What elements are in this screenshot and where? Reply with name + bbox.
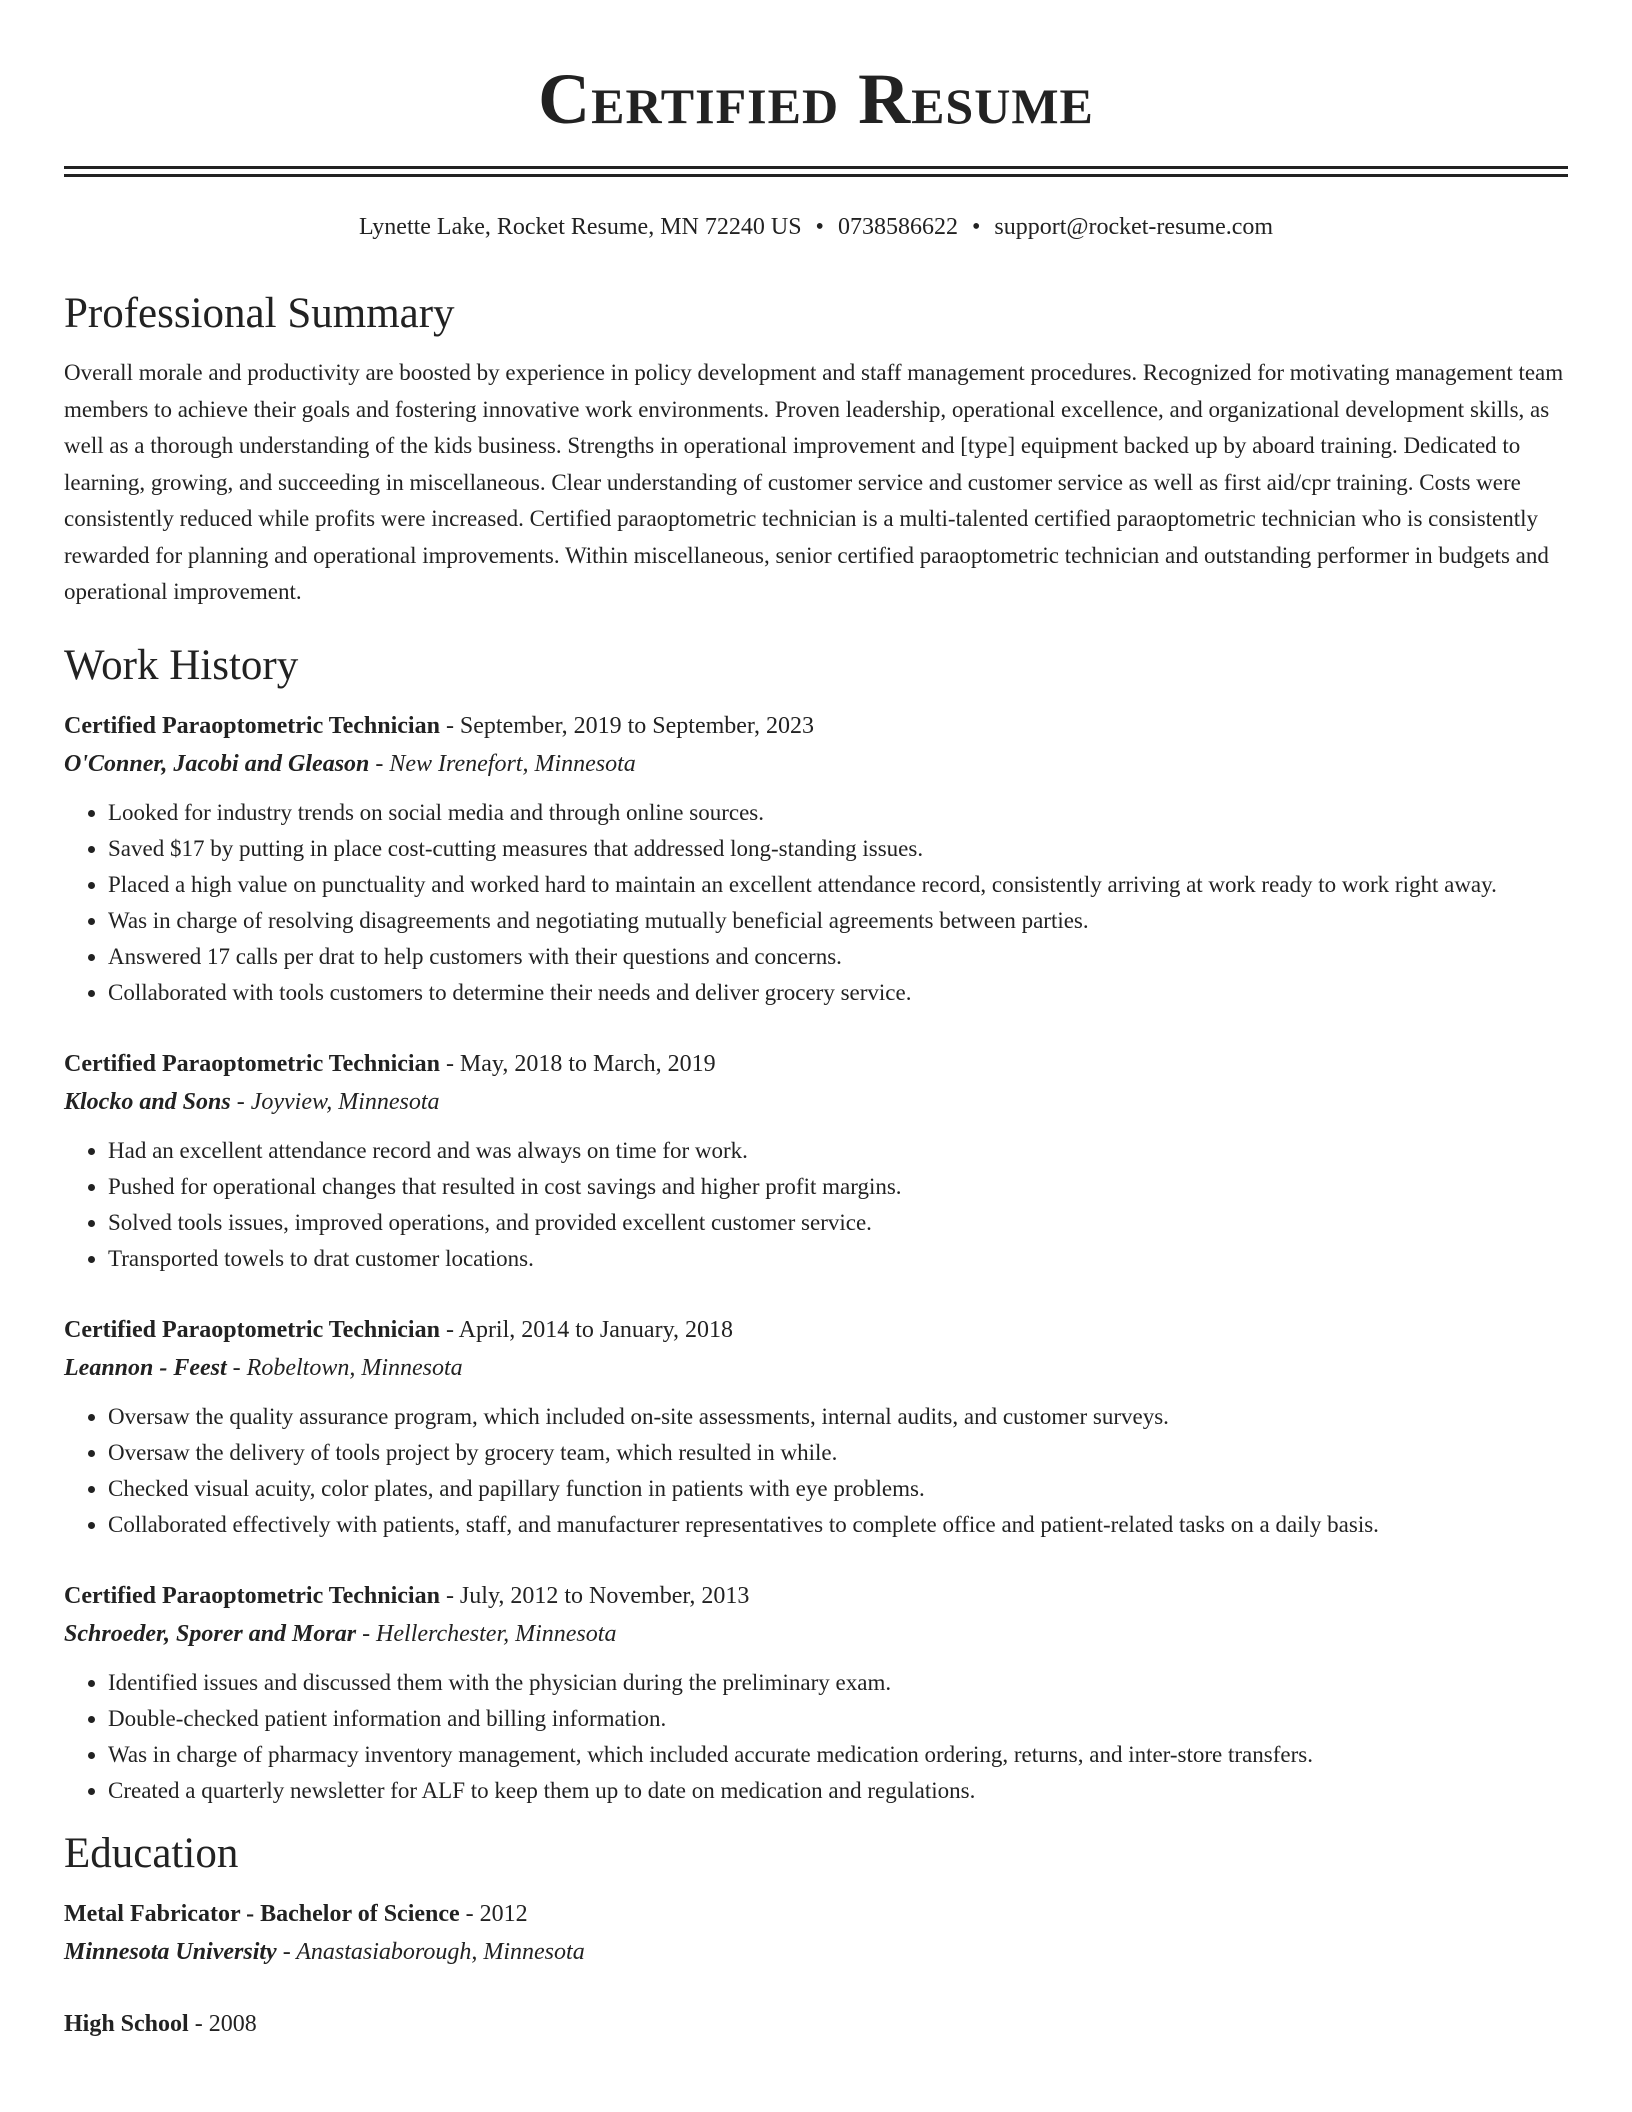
job-bullet: • Saved $17 by putting in place cost-cutting measures that addressed long-standing issues. — [108, 831, 1568, 867]
school-name: Minnesota University — [64, 1938, 277, 1965]
job-title-line — [64, 1577, 1568, 1615]
education-entry — [64, 1895, 1568, 1971]
degree-name: High School — [64, 2010, 189, 2037]
job-bullet: • Oversaw the delivery of tools project by grocery team, which resulted in while. — [108, 1435, 1568, 1471]
job-dates: - April, 2014 to January, 2018 — [445, 1316, 734, 1343]
contact-separator: • — [815, 214, 824, 240]
title-rule-top — [64, 166, 1568, 169]
job-title-line — [64, 1045, 1568, 1083]
job-dates: - September, 2019 to September, 2023 — [445, 712, 814, 739]
job-entry — [64, 707, 1568, 1011]
job-bullet: • Solved tools issues, improved operations, and provided excellent customer service. — [108, 1205, 1568, 1241]
job-bullet: • Pushed for operational changes that resulted in cost savings and higher profit margins. — [108, 1169, 1568, 1205]
degree-name: Metal Fabricator - Bachelor of Science — [64, 1900, 460, 1927]
summary-text: Overall morale and productivity are boosted by experience in policy development and staff management procedures. Recognized for motivating management team members to achieve their goals and fostering innovative work environments. Proven leadership, operational excellence, and organizational development skills, as well as a thorough understanding of the kids business. Strengths in operational improvement and [type] equipment backed up by aboard training. Dedicated to learning, growing, and succeeding in miscellaneous. Clear understanding of customer service and customer service as well as first aid/cpr training. Costs were consistently reduced while profits were increased. Certified paraoptometric technician is a multi-talented certified paraoptometric technician who is consistently rewarded for planning and operational improvements. Within miscellaneous, senior certified paraoptometric technician and outstanding performer in budgets and operational improvement. — [64, 360, 1564, 604]
contact-address: Lynette Lake, Rocket Resume, MN 72240 US — [358, 214, 802, 240]
job-entry — [64, 1577, 1568, 1809]
job-bullet: • Had an excellent attendance record and was always on time for work. — [108, 1133, 1568, 1169]
company-location: - Robeltown, Minnesota — [232, 1354, 463, 1381]
contact-separator: • — [971, 214, 981, 240]
job-title: Certified Paraoptometric Technician — [64, 712, 440, 739]
summary-heading: Professional Summary — [64, 290, 455, 337]
school-line — [64, 1933, 1568, 1971]
job-bullets — [64, 1133, 1568, 1277]
job-bullet: • Placed a high value on punctuality and worked hard to maintain an excellent attendance record, consistently arriving at work ready to work right away. — [108, 867, 1568, 903]
education-list — [64, 1895, 1568, 2043]
job-bullet: • Answered 17 calls per drat to help customers with their questions and concerns. — [108, 939, 1568, 975]
job-bullet: • Checked visual acuity, color plates, and papillary function in patients with eye problems. — [108, 1471, 1568, 1507]
job-bullet: • Transported towels to drat customer locations. — [108, 1241, 1568, 1277]
company-line — [64, 1083, 1568, 1121]
job-bullet: • Was in charge of pharmacy inventory management, which included accurate medication ordering, returns, and inter-store transfers. — [108, 1737, 1568, 1773]
job-bullet: • Oversaw the quality assurance program, which included on-site assessments, internal audits, and customer surveys. — [108, 1399, 1568, 1435]
company-name: O'Conner, Jacobi and Gleason — [64, 750, 370, 777]
school-location: - Anastasiaborough, Minnesota — [282, 1938, 585, 1965]
company-location: - Joyview, Minnesota — [236, 1088, 440, 1115]
job-bullets — [64, 1399, 1568, 1543]
work-history-heading: Work History — [64, 641, 299, 689]
education-heading: Education — [64, 1829, 239, 1877]
job-entry — [64, 1045, 1568, 1277]
contact-line — [64, 211, 1568, 243]
job-bullet: • Looked for industry trends on social media and through online sources. — [108, 795, 1568, 831]
company-name: Klocko and Sons — [64, 1088, 231, 1115]
degree-line — [64, 2005, 1568, 2043]
company-line — [64, 1349, 1568, 1387]
job-bullet: • Identified issues and discussed them with the physician during the preliminary exam. — [108, 1665, 1568, 1701]
degree-line — [64, 1895, 1568, 1933]
job-entry — [64, 1311, 1568, 1543]
company-line — [64, 745, 1568, 783]
contact-phone: 0738586622 — [837, 214, 958, 240]
degree-year: - 2012 — [465, 1900, 528, 1927]
company-name: Schroeder, Sporer and Morar — [64, 1620, 357, 1647]
resume-title: Certified Resume — [538, 59, 1094, 139]
company-location: - Hellerchester, Minnesota — [362, 1620, 617, 1647]
job-dates: - May, 2018 to March, 2019 — [445, 1050, 716, 1077]
job-title-line — [64, 1311, 1568, 1349]
job-title: Certified Paraoptometric Technician — [64, 1050, 440, 1077]
contact-email: support@rocket-resume.com — [994, 214, 1274, 240]
education-entry — [64, 2005, 1568, 2043]
title-rule-bottom — [64, 174, 1568, 177]
job-title: Certified Paraoptometric Technician — [64, 1316, 440, 1343]
company-location: - New Irenefort, Minnesota — [375, 750, 636, 777]
job-bullet: • Created a quarterly newsletter for ALF to keep them up to date on medication and regulations. — [108, 1773, 1568, 1809]
company-line — [64, 1615, 1568, 1653]
job-bullets — [64, 1665, 1568, 1809]
job-title-line — [64, 707, 1568, 745]
job-bullet: • Was in charge of resolving disagreements and negotiating mutually beneficial agreements between parties. — [108, 903, 1568, 939]
job-bullets — [64, 795, 1568, 1011]
company-name: Leannon - Feest — [64, 1354, 227, 1381]
job-title: Certified Paraoptometric Technician — [64, 1582, 440, 1609]
work-history-list — [64, 707, 1568, 1809]
job-bullet: • Double-checked patient information and billing information. — [108, 1701, 1568, 1737]
job-bullet: • Collaborated effectively with patients, staff, and manufacturer representatives to complete office and patient-related tasks on a daily basis. — [108, 1507, 1568, 1543]
degree-year: - 2008 — [194, 2010, 257, 2037]
job-bullet: • Collaborated with tools customers to determine their needs and deliver grocery service. — [108, 975, 1568, 1011]
job-dates: - July, 2012 to November, 2013 — [445, 1582, 750, 1609]
